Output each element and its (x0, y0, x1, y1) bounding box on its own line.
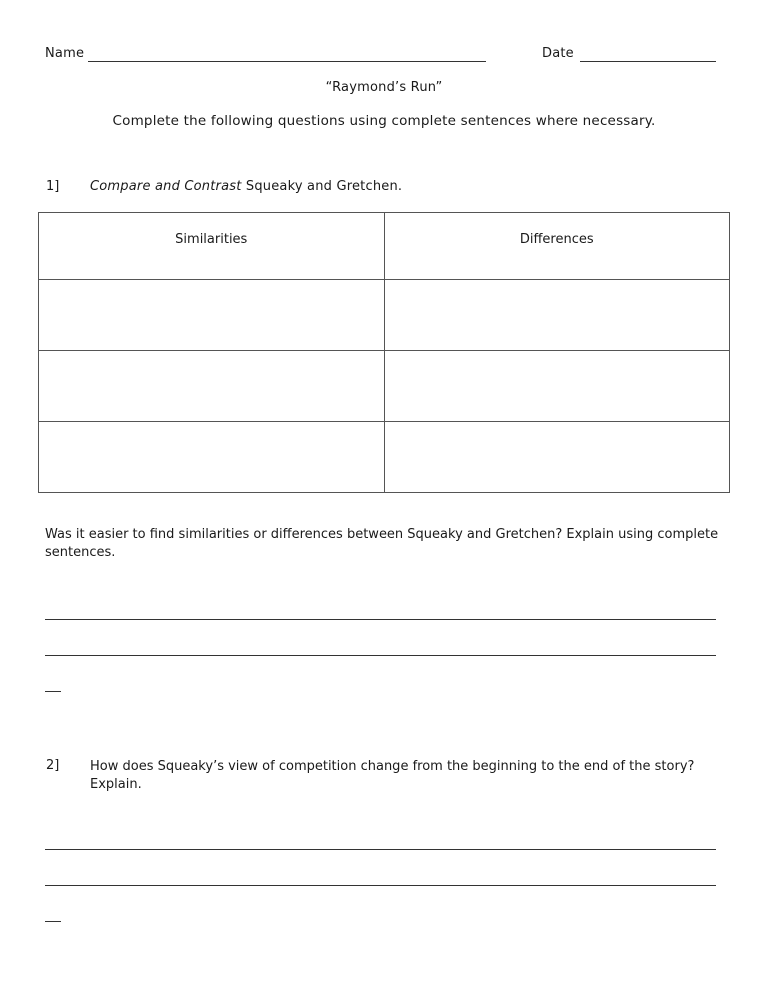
question-1-number: 1] (46, 179, 60, 194)
question-1-prompt-rest: Squeaky and Gretchen. (241, 179, 403, 194)
answer-line[interactable] (45, 921, 61, 922)
similarity-cell-3[interactable] (39, 422, 385, 493)
similarity-cell-2[interactable] (39, 351, 385, 422)
difference-cell-1[interactable] (384, 280, 730, 351)
question-1-prompt (90, 179, 402, 194)
table-row (39, 351, 730, 422)
question-1-prompt-italic: Compare and Contrast (90, 179, 242, 194)
question-1-followup: Was it easier to find similarities or differences between Squeaky and Gretchen? Explain using complete sentences. (45, 527, 719, 560)
question-2-prompt: How does Squeaky’s view of competition change from the beginning to the end of the story? Explain. (90, 759, 695, 792)
name-label: Name (45, 46, 85, 61)
question-2-number: 2] (46, 758, 60, 773)
table-row (39, 422, 730, 493)
difference-cell-2[interactable] (384, 351, 730, 422)
table-header-row (39, 213, 730, 280)
similarity-cell-1[interactable] (39, 280, 385, 351)
answer-line[interactable] (45, 619, 716, 620)
answer-line[interactable] (45, 691, 61, 692)
differences-header: Differences (384, 213, 730, 280)
table-row (39, 280, 730, 351)
instructions: Complete the following questions using complete sentences where necessary. (112, 113, 656, 129)
date-label: Date (542, 46, 574, 61)
date-blank-line[interactable] (580, 61, 716, 62)
difference-cell-3[interactable] (384, 422, 730, 493)
answer-line[interactable] (45, 655, 716, 656)
answer-line[interactable] (45, 885, 716, 886)
compare-contrast-table (38, 212, 730, 493)
answer-line[interactable] (45, 849, 716, 850)
name-blank-line[interactable] (88, 61, 486, 62)
worksheet-title: “Raymond’s Run” (325, 80, 443, 95)
similarities-header: Similarities (39, 213, 385, 280)
